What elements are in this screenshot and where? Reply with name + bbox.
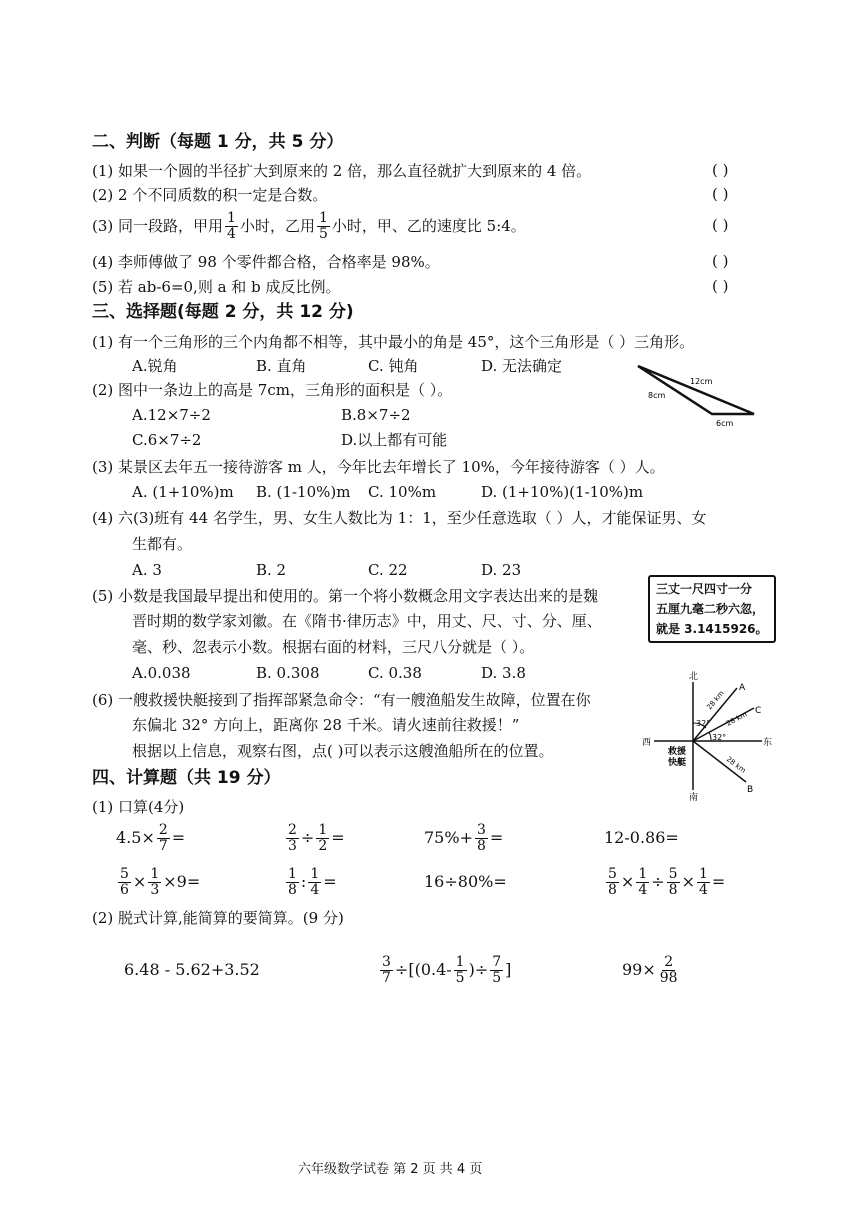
oral-calc-7: 16÷80%= [424, 872, 507, 891]
choice-q2: (2) 图中一条边上的高是 7cm，三角形的面积是（ ）。 [92, 381, 453, 399]
choice-q3-opt-d[interactable]: D. (1+10%)(1-10%)m [481, 483, 644, 501]
choice-q5-opt-c[interactable]: C. 0.38 [368, 664, 422, 682]
choice-q4-opt-a[interactable]: A. 3 [132, 561, 162, 579]
choice-q6-line3: 根据以上信息，观察右图，点( )可以表示这艘渔船所在的位置。 [132, 742, 554, 760]
choice-q2-opt-a[interactable]: A.12×7÷2 [132, 406, 211, 424]
answer-blank-2[interactable]: ( ) [712, 185, 729, 203]
judge-q3-part2: 小时，乙用 [239, 217, 315, 235]
choice-q6-line1: (6) 一艘救援快艇接到了指挥部紧急命令：“有一艘渔船发生故障，位置在你 [92, 691, 591, 709]
choice-q4-opt-d[interactable]: D. 23 [481, 561, 522, 579]
judge-q1: (1) 如果一个圆的半径扩大到原来的 2 倍，那么直径就扩大到原来的 4 倍。 [92, 162, 592, 180]
oral-calc-8: $\frac{5}{8}$ × $\frac{1}{4}$ ÷ $\frac{5}{8}$ × $\frac{1}{4}$ = [608, 865, 726, 898]
judge-q3-part1: (3) 同一段路，甲用 [92, 217, 224, 235]
choice-q4-opt-c[interactable]: C. 22 [368, 561, 408, 579]
label-east: 东 [763, 738, 773, 748]
choice-q4-line2: 生都有。 [132, 535, 193, 553]
answer-blank-1[interactable]: ( ) [712, 161, 729, 179]
choice-q3-opt-c[interactable]: C. 10%m [368, 483, 437, 501]
angle-label-north: 32° [696, 719, 711, 728]
choice-q5-line2: 晋时期的数学家刘徽。在《隋书·律历志》中，用丈、尺、寸、分、厘、 [132, 612, 602, 630]
choice-q5-opt-d[interactable]: D. 3.8 [481, 664, 526, 682]
point-c[interactable]: C [755, 706, 762, 716]
choice-q2-opt-b[interactable]: B.8×7÷2 [341, 406, 411, 424]
calc-part2-title: (2) 脱式计算,能简算的要简算。(9 分) [92, 909, 344, 927]
stamp-line-2: 五厘九毫二秒六忽， [656, 602, 765, 616]
section-2-title: 二、判断（每题 1 分，共 5 分） [92, 132, 344, 152]
judge-q3-part3: 小时，甲、乙的速度比 5:4。 [331, 217, 526, 235]
section-3-title: 三、选择题(每题 2 分，共 12 分) [92, 302, 354, 322]
answer-blank-5[interactable]: ( ) [712, 277, 729, 295]
step-calc-1: 6.48 - 5.62+3.52 [124, 960, 260, 979]
step-calc-3: 99× $\frac{2}{98}$ [622, 953, 678, 986]
choice-q1-opt-c[interactable]: C. 钝角 [368, 357, 419, 375]
triangle-shape [638, 366, 754, 414]
oral-calc-2: $\frac{2}{3}$ ÷ $\frac{1}{2}$ = [288, 821, 345, 854]
oral-calc-3: 75%+ $\frac{3}{8}$ = [424, 821, 504, 854]
answer-blank-3[interactable]: ( ) [712, 216, 729, 234]
triangle-figure [630, 360, 770, 432]
choice-q5-line3: 毫、秒、忽表示小数。根据右面的材料，三尺八分就是（ ）。 [132, 638, 535, 656]
choice-q4-line1: (4) 六(3)班有 44 名学生，男、女生人数比为 1：1，至少任意选取（ ）人，才能保证男、女 [92, 509, 707, 527]
judge-q2: (2) 2 个不同质数的积一定是合数。 [92, 186, 328, 204]
choice-q5-line1: (5) 小数是我国最早提出和使用的。第一个将小数概念用文字表达出来的是魏 [92, 587, 599, 605]
label-south: 南 [689, 793, 699, 802]
oral-calc-5: $\frac{5}{6}$ × $\frac{1}{3}$ ×9= [120, 865, 201, 898]
judge-q3 [92, 210, 526, 242]
point-b[interactable]: B [747, 785, 754, 795]
label-west: 西 [642, 738, 652, 748]
choice-q3-opt-a[interactable]: A. (1+10%)m [132, 483, 234, 501]
section-4-title: 四、计算题（共 19 分） [92, 768, 281, 788]
choice-q1-opt-b[interactable]: B. 直角 [256, 357, 307, 375]
choice-q4-opt-b[interactable]: B. 2 [256, 561, 287, 579]
choice-q1: (1) 有一个三角形的三个内角都不相等，其中最小的角是 45°，这个三角形是（ ）三角形。 [92, 333, 695, 351]
judge-q5: (5) 若 ab-6=0,则 a 和 b 成反比例。 [92, 278, 341, 296]
choice-q2-opt-c[interactable]: C.6×7÷2 [132, 431, 202, 449]
fraction-one-fifth: $\frac{1}{5}$ [318, 209, 328, 242]
fraction-one-quarter: $\frac{1}{4}$ [227, 209, 236, 242]
page-footer: 六年级数学试卷 第 2 页 共 4 页 [298, 1162, 483, 1177]
choice-q1-opt-a[interactable]: A.锐角 [132, 357, 178, 375]
choice-q6-line2: 东偏北 32° 方向上，距离你 28 千米。请火速前往救援！” [132, 716, 520, 734]
material-stamp [648, 575, 776, 643]
triangle-side-8cm: 8cm [648, 391, 666, 400]
choice-q1-opt-d[interactable]: D. 无法确定 [481, 357, 563, 375]
judge-q4: (4) 李师傅做了 98 个零件都合格，合格率是 98%。 [92, 253, 440, 271]
oral-calc-4: 12-0.86= [604, 828, 679, 847]
answer-blank-4[interactable]: ( ) [712, 252, 729, 270]
choice-q2-opt-d[interactable]: D.以上都有可能 [341, 431, 448, 449]
step-calc-2: $\frac{3}{7}$ ÷[(0.4- $\frac{1}{5}$ )÷ $\frac{7}{5}$ ] [382, 953, 512, 986]
choice-q3-opt-b[interactable]: B. (1-10%)m [256, 483, 351, 501]
direction-figure [640, 668, 780, 802]
stamp-line-1: 三丈一尺四寸一分 [656, 582, 753, 596]
triangle-side-6cm: 6cm [716, 419, 734, 428]
choice-q5-opt-b[interactable]: B. 0.308 [256, 664, 320, 682]
label-boat-1: 救援 [668, 747, 687, 757]
oral-calc-6: $\frac{1}{8}$ : $\frac{1}{4}$ = [288, 865, 337, 898]
label-boat-2: 快艇 [668, 758, 687, 768]
choice-q3: (3) 某景区去年五一接待游客 m 人，今年比去年增长了 10%，今年接待游客（ ）人。 [92, 458, 665, 476]
choice-q5-opt-a[interactable]: A.0.038 [132, 664, 191, 682]
stamp-line-3: 就是 3.1415926。 [656, 622, 768, 636]
label-north: 北 [689, 672, 699, 682]
triangle-side-12cm: 12cm [690, 377, 713, 386]
distance-label-a: 28 km [705, 689, 726, 712]
angle-arc-east [709, 732, 711, 741]
distance-label-b: 28 km [724, 755, 748, 775]
angle-label-east: 32° [712, 733, 727, 742]
point-a[interactable]: A [739, 683, 746, 693]
distance-label-c: 28 km [725, 710, 749, 728]
calc-part1-title: (1) 口算(4分) [92, 798, 185, 816]
oral-calc-1: 4.5× $\frac{2}{7}$ = [116, 821, 186, 854]
